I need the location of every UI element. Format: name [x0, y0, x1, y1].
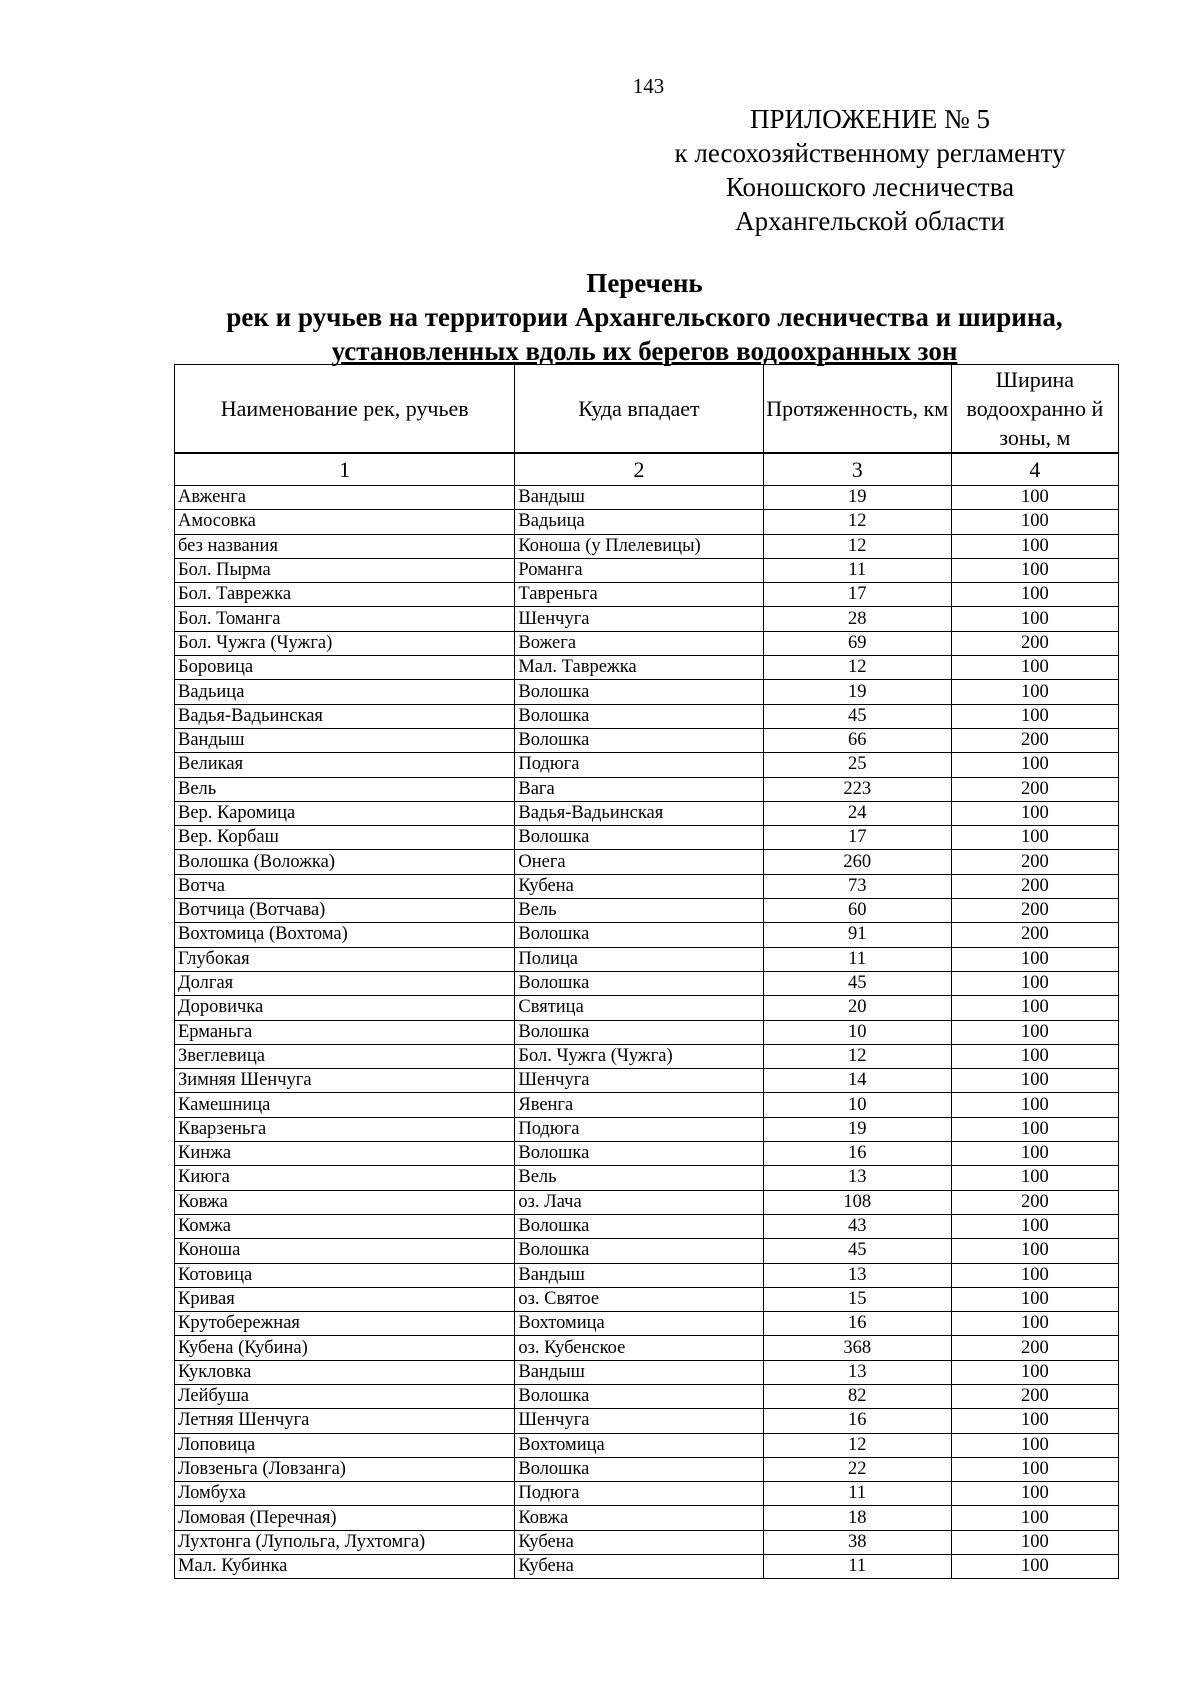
title-line-2: рек и ручьев на территории Архангельского лесничества и ширина, — [226, 302, 1063, 332]
zone-width-cell: 200 — [951, 1384, 1118, 1408]
river-name-cell: Амосовка — [175, 510, 515, 534]
length-cell: 16 — [763, 1312, 951, 1336]
table-row — [175, 656, 1119, 680]
river-name-cell: Доровичка — [175, 996, 515, 1020]
river-name-cell: Ломбуха — [175, 1482, 515, 1506]
table-row — [175, 680, 1119, 704]
length-cell: 260 — [763, 850, 951, 874]
outflow-cell: Вель — [515, 899, 763, 923]
outflow-cell: Бол. Чужга (Чужга) — [515, 1044, 763, 1068]
river-name-cell: Кукловка — [175, 1360, 515, 1384]
river-name-cell: Вер. Корбаш — [175, 826, 515, 850]
outflow-cell: Романга — [515, 558, 763, 582]
length-cell: 17 — [763, 826, 951, 850]
river-name-cell: Вандыш — [175, 728, 515, 752]
length-cell: 73 — [763, 874, 951, 898]
river-name-cell: Вотча — [175, 874, 515, 898]
outflow-cell: Волошка — [515, 1384, 763, 1408]
river-name-cell: Вохтомица (Вохтома) — [175, 923, 515, 947]
table-row — [175, 631, 1119, 655]
zone-width-cell: 200 — [951, 923, 1118, 947]
table-row — [175, 777, 1119, 801]
outflow-cell: Вель — [515, 1166, 763, 1190]
river-name-cell: Ломовая (Перечная) — [175, 1506, 515, 1530]
river-name-cell: без названия — [175, 534, 515, 558]
table-row — [175, 704, 1119, 728]
zone-width-cell: 200 — [951, 728, 1118, 752]
outflow-cell: Вохтомица — [515, 1433, 763, 1457]
document-title — [170, 266, 1119, 368]
river-name-cell: Коноша — [175, 1239, 515, 1263]
river-name-cell: Вадьица — [175, 680, 515, 704]
river-name-cell: Мал. Кубинка — [175, 1555, 515, 1579]
table-row — [175, 1142, 1119, 1166]
outflow-cell: Вандыш — [515, 1360, 763, 1384]
table-row — [175, 558, 1119, 582]
column-number: 1 — [175, 454, 515, 486]
river-name-cell: Комжа — [175, 1214, 515, 1238]
table-row — [175, 947, 1119, 971]
column-number: 2 — [515, 454, 763, 486]
length-cell: 12 — [763, 510, 951, 534]
outflow-cell: Явенга — [515, 1093, 763, 1117]
outflow-cell: Вадья-Вадьинская — [515, 801, 763, 825]
river-name-cell: Бол. Томанга — [175, 607, 515, 631]
header-cell-length: Протяженность, км — [763, 365, 951, 453]
table-row — [175, 534, 1119, 558]
appendix-line-4: Архангельской области — [735, 206, 1005, 236]
river-name-cell: Ковжа — [175, 1190, 515, 1214]
length-cell: 19 — [763, 1117, 951, 1141]
table-row — [175, 1312, 1119, 1336]
river-name-cell: Ерманьга — [175, 1020, 515, 1044]
table-row — [175, 1555, 1119, 1579]
zone-width-cell: 100 — [951, 1506, 1118, 1530]
table-header — [174, 364, 1119, 453]
appendix-line-1: ПРИЛОЖЕНИЕ № 5 — [749, 104, 991, 134]
river-name-cell: Долгая — [175, 971, 515, 995]
outflow-cell: Волошка — [515, 1239, 763, 1263]
header-row — [175, 365, 1119, 453]
table-row — [175, 899, 1119, 923]
outflow-cell: Шенчуга — [515, 1409, 763, 1433]
zone-width-cell: 100 — [951, 971, 1118, 995]
zone-width-cell: 100 — [951, 486, 1118, 510]
outflow-cell: Мал. Таврежка — [515, 656, 763, 680]
length-cell: 108 — [763, 1190, 951, 1214]
outflow-cell: Вага — [515, 777, 763, 801]
zone-width-cell: 100 — [951, 1287, 1118, 1311]
length-cell: 13 — [763, 1263, 951, 1287]
zone-width-cell: 200 — [951, 850, 1118, 874]
outflow-cell: Полица — [515, 947, 763, 971]
length-cell: 45 — [763, 971, 951, 995]
outflow-cell: Волошка — [515, 1142, 763, 1166]
river-name-cell: Камешница — [175, 1093, 515, 1117]
river-name-cell: Лухтонга (Лупольга, Лухтомга) — [175, 1530, 515, 1554]
table-row — [175, 510, 1119, 534]
length-cell: 11 — [763, 1555, 951, 1579]
length-cell: 60 — [763, 899, 951, 923]
length-cell: 45 — [763, 704, 951, 728]
zone-width-cell: 100 — [951, 1457, 1118, 1481]
table-row — [175, 923, 1119, 947]
outflow-cell: Волошка — [515, 704, 763, 728]
length-cell: 19 — [763, 680, 951, 704]
zone-width-cell: 100 — [951, 534, 1118, 558]
column-number: 3 — [763, 454, 951, 486]
table-row — [175, 1214, 1119, 1238]
page-number: 143 — [632, 74, 665, 98]
table-row — [175, 1287, 1119, 1311]
table-row — [175, 971, 1119, 995]
zone-width-cell: 100 — [951, 753, 1118, 777]
river-name-cell: Вель — [175, 777, 515, 801]
zone-width-cell: 100 — [951, 583, 1118, 607]
outflow-cell: Коноша (у Плелевицы) — [515, 534, 763, 558]
zone-width-cell: 200 — [951, 899, 1118, 923]
table-row — [175, 1433, 1119, 1457]
zone-width-cell: 200 — [951, 631, 1118, 655]
outflow-cell: Кубена — [515, 874, 763, 898]
river-name-cell: Вер. Каромица — [175, 801, 515, 825]
river-name-cell: Крутобережная — [175, 1312, 515, 1336]
header-cell-width: Ширина водоохранно й зоны, м — [951, 365, 1118, 453]
outflow-cell: Кубена — [515, 1530, 763, 1554]
outflow-cell: оз. Святое — [515, 1287, 763, 1311]
length-cell: 22 — [763, 1457, 951, 1481]
zone-width-cell: 100 — [951, 1093, 1118, 1117]
zone-width-cell: 100 — [951, 1433, 1118, 1457]
header-cell-name: Наименование рек, ручьев — [175, 365, 515, 453]
length-cell: 38 — [763, 1530, 951, 1554]
length-cell: 17 — [763, 583, 951, 607]
table-row — [175, 1117, 1119, 1141]
zone-width-cell: 100 — [951, 801, 1118, 825]
length-cell: 11 — [763, 558, 951, 582]
table-row — [175, 1482, 1119, 1506]
table-row — [175, 1336, 1119, 1360]
zone-width-cell: 100 — [951, 1482, 1118, 1506]
table-row — [175, 1190, 1119, 1214]
zone-width-cell: 100 — [951, 1360, 1118, 1384]
length-cell: 45 — [763, 1239, 951, 1263]
zone-width-cell: 100 — [951, 1555, 1118, 1579]
zone-width-cell: 200 — [951, 777, 1118, 801]
appendix-line-3: Коношского лесничества — [725, 172, 1015, 202]
outflow-cell: Волошка — [515, 826, 763, 850]
table-row — [175, 1044, 1119, 1068]
table-row — [175, 850, 1119, 874]
zone-width-cell: 100 — [951, 996, 1118, 1020]
table-row — [175, 753, 1119, 777]
outflow-cell: Святица — [515, 996, 763, 1020]
length-cell: 368 — [763, 1336, 951, 1360]
river-name-cell: Котовица — [175, 1263, 515, 1287]
length-cell: 16 — [763, 1409, 951, 1433]
length-cell: 13 — [763, 1166, 951, 1190]
outflow-cell: Волошка — [515, 923, 763, 947]
river-name-cell: Звеглевица — [175, 1044, 515, 1068]
river-name-cell: Вотчица (Вотчава) — [175, 899, 515, 923]
river-name-cell: Кварзеньга — [175, 1117, 515, 1141]
zone-width-cell: 100 — [951, 1069, 1118, 1093]
table-row — [175, 583, 1119, 607]
river-name-cell: Зимняя Шенчуга — [175, 1069, 515, 1093]
outflow-cell: Волошка — [515, 1457, 763, 1481]
length-cell: 12 — [763, 656, 951, 680]
column-number-row — [175, 454, 1119, 486]
zone-width-cell: 100 — [951, 1020, 1118, 1044]
zone-width-cell: 100 — [951, 826, 1118, 850]
zone-width-cell: 100 — [951, 1530, 1118, 1554]
zone-width-cell: 100 — [951, 680, 1118, 704]
length-cell: 24 — [763, 801, 951, 825]
zone-width-cell: 100 — [951, 1166, 1118, 1190]
outflow-cell: Вохтомица — [515, 1312, 763, 1336]
zone-width-cell: 100 — [951, 1044, 1118, 1068]
table-row — [175, 996, 1119, 1020]
length-cell: 28 — [763, 607, 951, 631]
zone-width-cell: 100 — [951, 510, 1118, 534]
zone-width-cell: 100 — [951, 1312, 1118, 1336]
outflow-cell: оз. Лача — [515, 1190, 763, 1214]
outflow-cell: Шенчуга — [515, 1069, 763, 1093]
rivers-table-body — [175, 454, 1119, 1579]
zone-width-cell: 200 — [951, 1336, 1118, 1360]
table-row — [175, 1506, 1119, 1530]
rivers-table — [174, 453, 1119, 1579]
outflow-cell: Вандыш — [515, 1263, 763, 1287]
length-cell: 19 — [763, 486, 951, 510]
outflow-cell: Волошка — [515, 1020, 763, 1044]
length-cell: 91 — [763, 923, 951, 947]
length-cell: 25 — [763, 753, 951, 777]
length-cell: 16 — [763, 1142, 951, 1166]
river-name-cell: Волошка (Воложка) — [175, 850, 515, 874]
length-cell: 12 — [763, 1433, 951, 1457]
table-row — [175, 1093, 1119, 1117]
outflow-cell: Вандыш — [515, 486, 763, 510]
length-cell: 10 — [763, 1020, 951, 1044]
table-row — [175, 486, 1119, 510]
river-name-cell: Великая — [175, 753, 515, 777]
table-row — [175, 1166, 1119, 1190]
outflow-cell: Вадьица — [515, 510, 763, 534]
table-row — [175, 1457, 1119, 1481]
length-cell: 14 — [763, 1069, 951, 1093]
title-line-1: Перечень — [586, 268, 703, 298]
table-row — [175, 874, 1119, 898]
zone-width-cell: 100 — [951, 656, 1118, 680]
river-name-cell: Кинжа — [175, 1142, 515, 1166]
river-name-cell: Бол. Таврежка — [175, 583, 515, 607]
outflow-cell: Ковжа — [515, 1506, 763, 1530]
table-row — [175, 1409, 1119, 1433]
river-name-cell: Боровица — [175, 656, 515, 680]
table-row — [175, 1384, 1119, 1408]
outflow-cell: Подюга — [515, 753, 763, 777]
zone-width-cell: 100 — [951, 947, 1118, 971]
table-row — [175, 1530, 1119, 1554]
river-name-cell: Лоповица — [175, 1433, 515, 1457]
header-cell-outflow: Куда впадает — [515, 365, 763, 453]
river-name-cell: Лейбуша — [175, 1384, 515, 1408]
river-name-cell: Вадья-Вадьинская — [175, 704, 515, 728]
outflow-cell: Шенчуга — [515, 607, 763, 631]
outflow-cell: Волошка — [515, 1214, 763, 1238]
river-name-cell: Глубокая — [175, 947, 515, 971]
river-name-cell: Бол. Пырма — [175, 558, 515, 582]
outflow-cell: Онега — [515, 850, 763, 874]
zone-width-cell: 100 — [951, 558, 1118, 582]
outflow-cell: Волошка — [515, 971, 763, 995]
length-cell: 43 — [763, 1214, 951, 1238]
river-name-cell: Авженга — [175, 486, 515, 510]
length-cell: 11 — [763, 947, 951, 971]
outflow-cell: Подюга — [515, 1117, 763, 1141]
zone-width-cell: 100 — [951, 1142, 1118, 1166]
table-row — [175, 1239, 1119, 1263]
appendix-block — [600, 102, 1140, 238]
river-name-cell: Бол. Чужга (Чужга) — [175, 631, 515, 655]
length-cell: 15 — [763, 1287, 951, 1311]
outflow-cell: Волошка — [515, 728, 763, 752]
length-cell: 82 — [763, 1384, 951, 1408]
length-cell: 12 — [763, 1044, 951, 1068]
zone-width-cell: 100 — [951, 1409, 1118, 1433]
outflow-cell: Вожега — [515, 631, 763, 655]
column-number: 4 — [951, 454, 1118, 486]
river-name-cell: Кривая — [175, 1287, 515, 1311]
table-row — [175, 1020, 1119, 1044]
table-row — [175, 728, 1119, 752]
zone-width-cell: 200 — [951, 874, 1118, 898]
table-row — [175, 1069, 1119, 1093]
outflow-cell: Волошка — [515, 680, 763, 704]
river-name-cell: Ловзеньга (Ловзанга) — [175, 1457, 515, 1481]
river-name-cell: Летняя Шенчуга — [175, 1409, 515, 1433]
outflow-cell: Кубена — [515, 1555, 763, 1579]
table-row — [175, 607, 1119, 631]
zone-width-cell: 200 — [951, 1190, 1118, 1214]
length-cell: 20 — [763, 996, 951, 1020]
zone-width-cell: 100 — [951, 1263, 1118, 1287]
appendix-line-2: к лесохозяйственному регламенту — [674, 138, 1066, 168]
outflow-cell: оз. Кубенское — [515, 1336, 763, 1360]
length-cell: 18 — [763, 1506, 951, 1530]
length-cell: 223 — [763, 777, 951, 801]
length-cell: 69 — [763, 631, 951, 655]
outflow-cell: Подюга — [515, 1482, 763, 1506]
table-row — [175, 826, 1119, 850]
zone-width-cell: 100 — [951, 1214, 1118, 1238]
river-name-cell: Киюга — [175, 1166, 515, 1190]
zone-width-cell: 100 — [951, 704, 1118, 728]
length-cell: 12 — [763, 534, 951, 558]
zone-width-cell: 100 — [951, 1239, 1118, 1263]
length-cell: 66 — [763, 728, 951, 752]
length-cell: 13 — [763, 1360, 951, 1384]
length-cell: 10 — [763, 1093, 951, 1117]
zone-width-cell: 100 — [951, 1117, 1118, 1141]
length-cell: 11 — [763, 1482, 951, 1506]
table-row — [175, 1263, 1119, 1287]
outflow-cell: Тавреньга — [515, 583, 763, 607]
table-row — [175, 1360, 1119, 1384]
river-name-cell: Кубена (Кубина) — [175, 1336, 515, 1360]
title-line-3: установленных вдоль их берегов водоохранных зон — [331, 336, 958, 366]
table-row — [175, 801, 1119, 825]
zone-width-cell: 100 — [951, 607, 1118, 631]
